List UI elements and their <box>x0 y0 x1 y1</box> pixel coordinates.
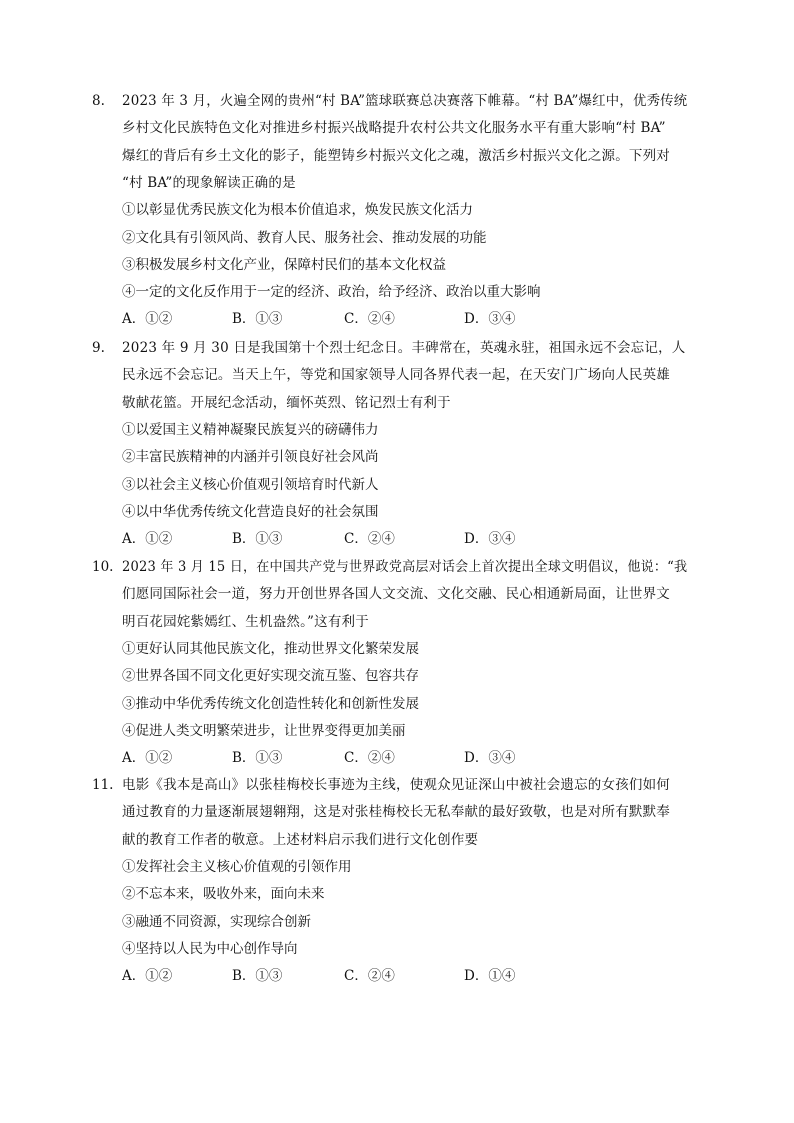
question-stem-line: 乡村文化民族特色文化对推进乡村振兴战略提升农村公共文化服务水平有重大影响“村 BA” <box>122 120 666 137</box>
question-number: 10. <box>92 559 114 575</box>
choice-d[interactable]: D．③④ <box>464 750 516 767</box>
choice-a[interactable]: A．①② <box>122 750 173 767</box>
choice-d[interactable]: D．③④ <box>464 311 516 328</box>
choice-c[interactable]: C．②④ <box>344 968 395 985</box>
question-stem-line: 明百花园姹紫嫣红、生机盎然。”这有利于 <box>122 613 369 630</box>
statement-2: ②丰富民族精神的内涵并引领良好社会风尚 <box>122 449 379 466</box>
question-stem-line: 献的教育工作者的敬意。上述材料启示我们进行文化创作要 <box>122 831 479 848</box>
statement-4: ④坚持以人民为中心创作导向 <box>122 940 298 957</box>
question-stem-line: 爆红的背后有乡土文化的影子，能塑铸乡村振兴文化之魂，激活乡村振兴文化之源。下列对 <box>122 147 670 164</box>
statement-3: ③推动中华优秀传统文化创造性转化和创新性发展 <box>122 695 419 712</box>
choice-c[interactable]: C．②④ <box>344 311 395 328</box>
statement-3: ③以社会主义核心价值观引领培育时代新人 <box>122 476 379 493</box>
statement-2: ②文化具有引领风尚、教育人民、服务社会、推动发展的功能 <box>122 229 487 246</box>
choice-a[interactable]: A．①② <box>122 531 173 548</box>
question-stem-line: 电影《我本是高山》以张桂梅校长事迹为主线，使观众见证深山中被社会遗忘的女孩们如何 <box>122 777 670 793</box>
choice-b[interactable]: B．①③ <box>232 531 283 548</box>
question-stem-line: 2023 年 9 月 30 日是我国第十个烈士纪念日。丰碑常在，英魂永驻，祖国永远不会忘记，人 <box>122 340 686 356</box>
answer-choices <box>122 963 687 990</box>
statement-2: ②不忘本来，吸收外来，面向未来 <box>122 886 325 903</box>
question-number: 9. <box>92 340 105 356</box>
answer-choices <box>122 526 687 553</box>
question-number: 8. <box>92 93 105 109</box>
question-stem-line: 民永远不会忘记。当天上午，等党和国家领导人同各界代表一起，在天安门广场向人民英雄 <box>122 367 670 384</box>
statement-1: ①以彰显优秀民族文化为根本价值追求，焕发民族文化活力 <box>122 202 473 219</box>
choice-d[interactable]: D．①④ <box>464 968 516 985</box>
choice-b[interactable]: B．①③ <box>232 968 283 985</box>
question-stem-line: 敬献花篮。开展纪念活动，缅怀英烈、铭记烈士有利于 <box>122 394 451 411</box>
choice-d[interactable]: D．③④ <box>464 531 516 548</box>
choice-b[interactable]: B．①③ <box>232 750 283 767</box>
question-stem-line: 2023 年 3 月，火遍全网的贵州“村 BA”篮球联赛总决赛落下帷幕。“村 BA”爆红中，优秀传统 <box>122 93 688 109</box>
statement-1: ①发挥社会主义核心价值观的引领作用 <box>122 858 352 875</box>
statement-2: ②世界各国不同文化更好实现交流互鉴、包容共存 <box>122 668 419 685</box>
choice-a[interactable]: A．①② <box>122 968 173 985</box>
choice-a[interactable]: A．①② <box>122 311 173 328</box>
choice-c[interactable]: C．②④ <box>344 750 395 767</box>
question-stem-line: “村 BA”的现象解读正确的是 <box>122 174 296 191</box>
answer-choices <box>122 745 687 772</box>
question-stem-line: 2023 年 3 月 15 日，在中国共产党与世界政党高层对话会上首次提出全球文明倡议，他说：“我 <box>122 559 688 575</box>
choice-b[interactable]: B．①③ <box>232 311 283 328</box>
statement-3: ③融通不同资源，实现综合创新 <box>122 913 311 930</box>
statement-1: ①更好认同其他民族文化，推动世界文化繁荣发展 <box>122 640 419 657</box>
question-stem-line: 们愿同国际社会一道，努力开创世界各国人文交流、文化交融、民心相通新局面，让世界文 <box>122 586 670 603</box>
statement-4: ④以中华优秀传统文化营造良好的社会氛围 <box>122 503 379 520</box>
answer-choices <box>122 306 687 333</box>
statement-4: ④一定的文化反作用于一定的经济、政治，给予经济、政治以重大影响 <box>122 284 541 301</box>
statement-3: ③积极发展乡村文化产业，保障村民们的基本文化权益 <box>122 256 446 273</box>
question-number: 11. <box>92 777 114 793</box>
statement-1: ①以爱国主义精神凝聚民族复兴的磅礴伟力 <box>122 421 379 438</box>
question-stem-line: 通过教育的力量逐渐展翅翱翔，这是对张桂梅校长无私奉献的最好致敬，也是对所有默默奉 <box>122 804 670 821</box>
statement-4: ④促进人类文明繁荣进步，让世界变得更加美丽 <box>122 722 406 739</box>
choice-c[interactable]: C．②④ <box>344 531 395 548</box>
